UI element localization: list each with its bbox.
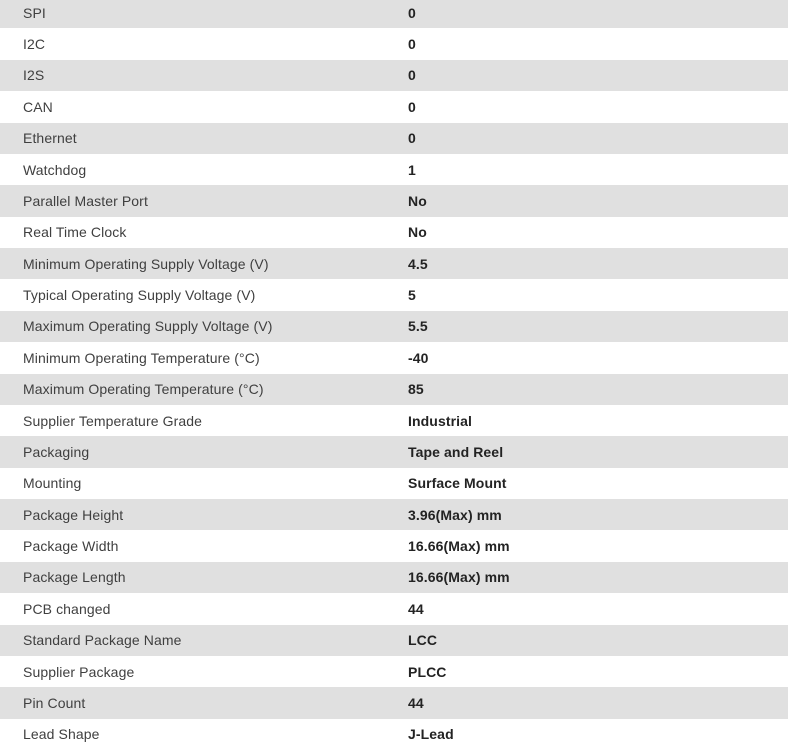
table-row xyxy=(0,499,788,530)
spec-value: 0 xyxy=(408,4,416,21)
spec-label: Lead Shape xyxy=(23,726,100,743)
spec-value: 16.66(Max) mm xyxy=(408,569,510,586)
table-row xyxy=(0,405,788,436)
spec-value: No xyxy=(408,192,427,209)
spec-label: I2S xyxy=(23,67,45,84)
table-row xyxy=(0,0,788,28)
spec-value: 0 xyxy=(408,36,416,53)
spec-value: Surface Mount xyxy=(408,475,507,492)
spec-label: Typical Operating Supply Voltage (V) xyxy=(23,287,256,304)
spec-label: Package Width xyxy=(23,538,119,555)
spec-label: CAN xyxy=(23,98,53,115)
table-row xyxy=(0,248,788,279)
spec-label: Maximum Operating Supply Voltage (V) xyxy=(23,318,273,335)
table-row xyxy=(0,123,788,154)
spec-value: J-Lead xyxy=(408,726,454,743)
table-row xyxy=(0,154,788,185)
spec-value: 0 xyxy=(408,130,416,147)
spec-label: Package Length xyxy=(23,569,126,586)
table-row xyxy=(0,530,788,561)
table-row xyxy=(0,374,788,405)
table-row xyxy=(0,60,788,91)
spec-value: No xyxy=(408,224,427,241)
spec-value: 1 xyxy=(408,161,416,178)
table-row xyxy=(0,562,788,593)
spec-label: Supplier Package xyxy=(23,663,135,680)
spec-label: Maximum Operating Temperature (°C) xyxy=(23,381,264,398)
spec-label: Ethernet xyxy=(23,130,77,147)
spec-value: -40 xyxy=(408,349,429,366)
spec-label: Parallel Master Port xyxy=(23,192,148,209)
spec-label: PCB changed xyxy=(23,600,111,617)
spec-label: Pin Count xyxy=(23,694,86,711)
spec-label: Minimum Operating Temperature (°C) xyxy=(23,349,260,366)
table-row xyxy=(0,28,788,59)
spec-label: Supplier Temperature Grade xyxy=(23,412,202,429)
table-row xyxy=(0,217,788,248)
spec-value: 5 xyxy=(408,287,416,304)
spec-label: Standard Package Name xyxy=(23,632,182,649)
spec-value: 44 xyxy=(408,694,424,711)
spec-label: Mounting xyxy=(23,475,82,492)
spec-value: LCC xyxy=(408,632,438,649)
spec-value: 44 xyxy=(408,600,424,617)
spec-value: PLCC xyxy=(408,663,447,680)
spec-value: 0 xyxy=(408,98,416,115)
table-row xyxy=(0,656,788,687)
spec-label: Minimum Operating Supply Voltage (V) xyxy=(23,255,269,272)
table-row xyxy=(0,593,788,624)
table-row xyxy=(0,279,788,310)
spec-value: Industrial xyxy=(408,412,473,429)
table-row xyxy=(0,687,788,718)
spec-label: Package Height xyxy=(23,506,124,523)
spec-value: 85 xyxy=(408,381,424,398)
spec-value: 5.5 xyxy=(408,318,428,335)
table-row xyxy=(0,625,788,656)
spec-label: Real Time Clock xyxy=(23,224,127,241)
table-row xyxy=(0,91,788,122)
spec-label: Watchdog xyxy=(23,161,87,178)
table-row xyxy=(0,436,788,467)
spec-label: Packaging xyxy=(23,443,90,460)
spec-value: 4.5 xyxy=(408,255,428,272)
spec-value: Tape and Reel xyxy=(408,443,504,460)
table-row xyxy=(0,719,788,750)
spec-label: I2C xyxy=(23,36,46,53)
spec-value: 3.96(Max) mm xyxy=(408,506,502,523)
spec-value: 16.66(Max) mm xyxy=(408,538,510,555)
table-row xyxy=(0,468,788,499)
table-row xyxy=(0,342,788,373)
table-row xyxy=(0,311,788,342)
table-row xyxy=(0,185,788,216)
spec-label: SPI xyxy=(23,4,46,21)
spec-value: 0 xyxy=(408,67,416,84)
